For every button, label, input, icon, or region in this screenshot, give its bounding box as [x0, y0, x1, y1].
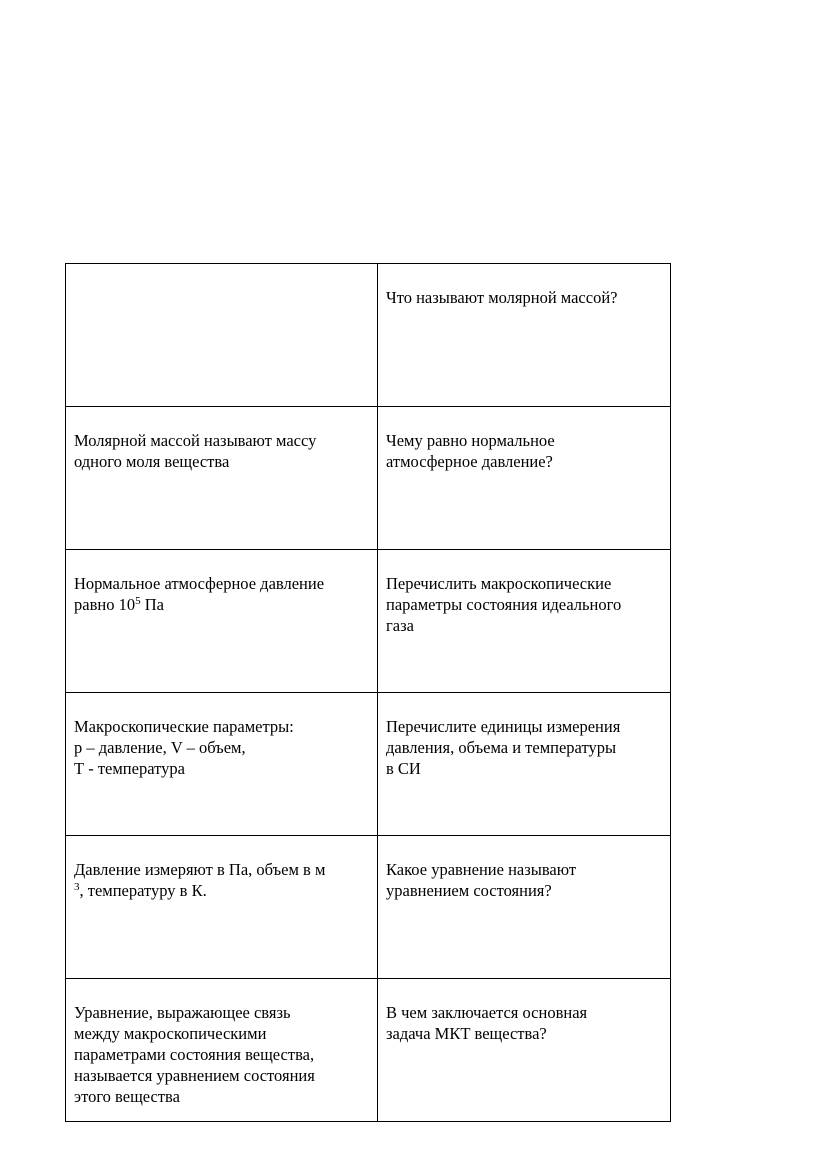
- question-text: Что называют молярной массой?: [386, 288, 618, 307]
- question-text: давления, объема и температуры: [386, 738, 617, 757]
- question-cell: [378, 407, 671, 550]
- question-cell: [378, 550, 671, 693]
- answer-text: этого вещества: [74, 1087, 180, 1106]
- answer-text: Макроскопические параметры:: [74, 717, 294, 736]
- question-text: газа: [386, 616, 414, 635]
- answer-cell: [66, 550, 378, 693]
- question-cell: [378, 264, 671, 407]
- answer-cell: [66, 836, 378, 979]
- table-row: [66, 693, 671, 836]
- answer-text: Молярной массой называют массу: [74, 431, 317, 450]
- answer-text: между макроскопическими: [74, 1024, 267, 1043]
- answer-text-part: , температуру в К.: [79, 881, 207, 900]
- question-text: В чем заключается основная: [386, 1003, 588, 1022]
- flashcard-table: [65, 263, 671, 1122]
- question-text: Перечислить макроскопические: [386, 574, 612, 593]
- answer-cell: [66, 264, 378, 407]
- question-text: параметры состояния идеального: [386, 595, 622, 614]
- answer-text: [74, 880, 369, 901]
- table-row: [66, 264, 671, 407]
- answer-text-part: Па: [140, 595, 164, 614]
- answer-text: называется уравнением состояния: [74, 1066, 315, 1085]
- question-cell: [378, 693, 671, 836]
- superscript-exponent: 3: [74, 881, 80, 893]
- answer-text: Т - температура: [74, 759, 185, 778]
- table-row: [66, 836, 671, 979]
- answer-text: Уравнение, выражающее связь: [74, 1003, 291, 1022]
- answer-cell: [66, 407, 378, 550]
- question-text: уравнением состояния?: [386, 881, 552, 900]
- question-text: задача МКТ вещества?: [386, 1024, 547, 1043]
- answer-cell: [66, 979, 378, 1122]
- question-text: Чему равно нормальное: [386, 431, 555, 450]
- question-cell: [378, 836, 671, 979]
- answer-text: параметрами состояния вещества,: [74, 1045, 315, 1064]
- table-row: [66, 550, 671, 693]
- question-text: Какое уравнение называют: [386, 860, 577, 879]
- answer-text: одного моля вещества: [74, 452, 230, 471]
- table-row: [66, 979, 671, 1122]
- table-row: [66, 407, 671, 550]
- answer-text: Давление измеряют в Па, объем в м: [74, 860, 326, 879]
- question-text: атмосферное давление?: [386, 452, 553, 471]
- answer-text-part: равно 10: [74, 595, 136, 614]
- answer-text: [74, 594, 369, 615]
- answer-text: р – давление, V – объем,: [74, 738, 246, 757]
- answer-text: Нормальное атмосферное давление: [74, 574, 325, 593]
- superscript-exponent: 5: [135, 595, 141, 607]
- question-cell: [378, 979, 671, 1122]
- question-text: Перечислите единицы измерения: [386, 717, 621, 736]
- answer-cell: [66, 693, 378, 836]
- question-text: в СИ: [386, 759, 421, 778]
